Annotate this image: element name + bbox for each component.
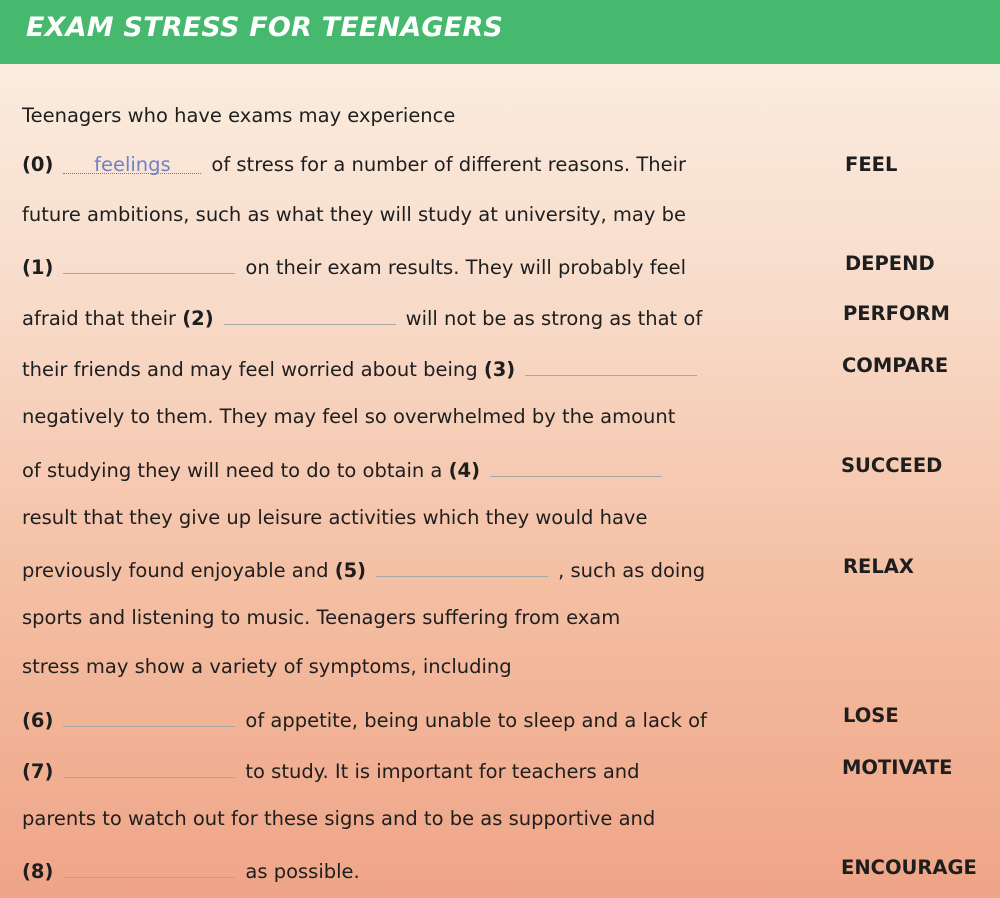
gap-number-4: (4) [448, 459, 480, 482]
text-line: afraid that their (2) will not be as strong as that of [22, 304, 702, 331]
text-line: their friends and may feel worried about being (3) [22, 355, 707, 382]
word-perform: PERFORM [843, 302, 950, 325]
text-line: (8) as possible. [22, 857, 360, 884]
gap-number-6: (6) [22, 709, 54, 732]
gap-number-1: (1) [22, 256, 54, 279]
gap-number-7: (7) [22, 760, 54, 783]
answer-field-8[interactable] [63, 857, 235, 878]
text-line: Teenagers who have exams may experience [22, 104, 456, 127]
text-line: of studying they will need to do to obtain a (4) [22, 456, 672, 483]
gap-number-2: (2) [182, 307, 214, 330]
answer-field-1[interactable] [63, 253, 235, 274]
text-line: (6) of appetite, being unable to sleep and a lack of [22, 706, 707, 733]
gap-number-3: (3) [483, 358, 516, 381]
answer-field-2[interactable] [224, 304, 396, 325]
text-line: stress may show a variety of symptoms, including [22, 655, 512, 678]
text-line: (0) feelings of stress for a number of different reasons. Their [22, 153, 687, 176]
answer-field-0: feelings [63, 153, 201, 174]
word-lose: LOSE [843, 704, 899, 727]
word-motivate: MOTIVATE [842, 756, 953, 779]
answer-field-3[interactable] [525, 355, 697, 376]
text-line: future ambitions, such as what they will study at university, may be [22, 203, 686, 226]
answer-field-4[interactable] [490, 456, 662, 477]
answer-field-7[interactable] [63, 757, 235, 778]
word-feel: FEEL [845, 153, 898, 176]
text-line: negatively to them. They may feel so overwhelmed by the amount [22, 405, 676, 428]
text-line: (1) on their exam results. They will probably feel [22, 253, 686, 280]
word-encourage: ENCOURAGE [841, 856, 977, 879]
gap-number-8: (8) [22, 860, 54, 883]
word-relax: RELAX [843, 555, 914, 578]
text-line: previously found enjoyable and (5) , such as doing [22, 556, 705, 583]
answer-field-6[interactable] [63, 706, 235, 727]
text-line: sports and listening to music. Teenagers suffering from exam [22, 606, 621, 629]
exercise-title: EXAM STRESS FOR TEENAGERS [26, 12, 504, 43]
gap-number-0: (0) [22, 153, 54, 176]
word-depend: DEPEND [845, 252, 935, 275]
word-compare: COMPARE [842, 354, 949, 377]
gap-number-5: (5) [334, 559, 367, 582]
text-line: parents to watch out for these signs and to be as supportive and [22, 807, 656, 830]
text-line: result that they give up leisure activities which they would have [22, 506, 648, 529]
text-line: (7) to study. It is important for teachers and [22, 757, 640, 784]
header-bar [0, 0, 1000, 64]
word-succeed: SUCCEED [841, 454, 943, 477]
answer-field-5[interactable] [376, 556, 548, 577]
